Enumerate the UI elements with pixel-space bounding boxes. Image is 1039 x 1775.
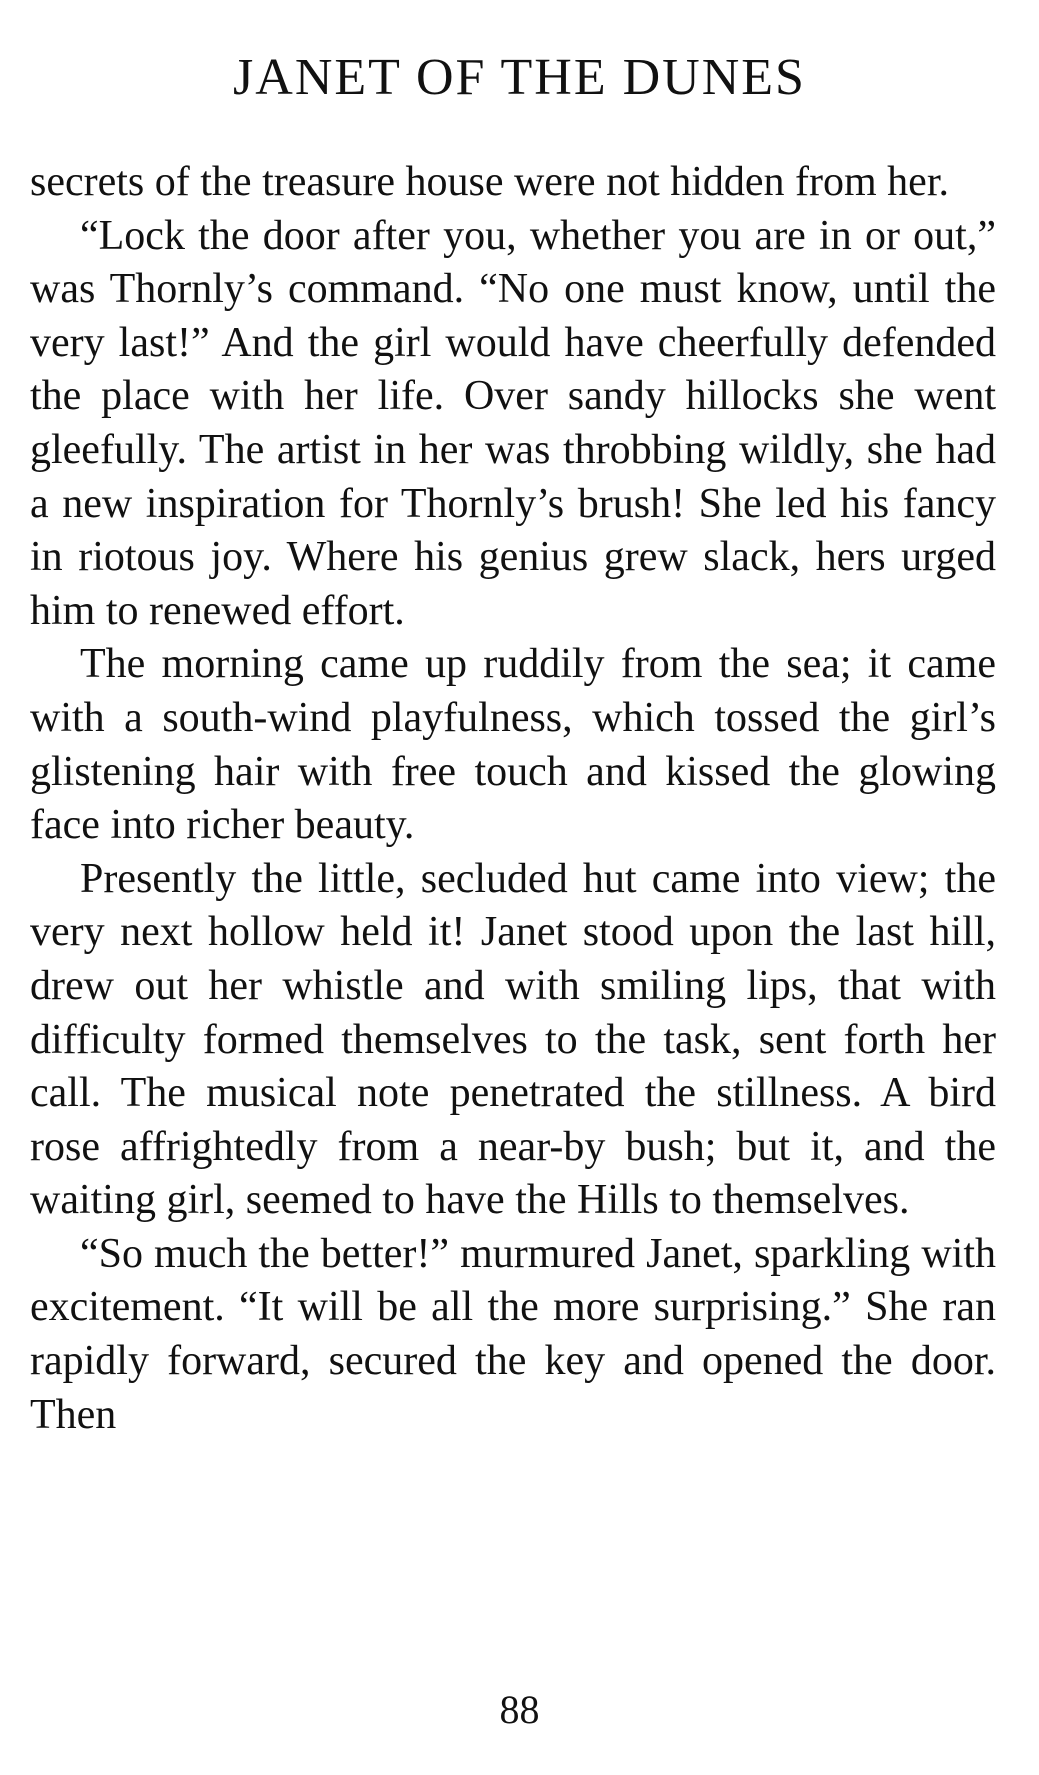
paragraph: Presently the little, secluded hut came into view; the very next hollow held it! Janet stood upon the last hill, drew out her whistle and with smiling lips, that with difficulty formed themselves to the task, sent forth her call. The musical note penetrated the stillness. A bird rose affrightedly from a near-by bush; but it, and the waiting girl, seemed to have the Hills to themselves. [30,855,996,1224]
running-head: JANET OF THE DUNES [233,49,806,106]
paragraph: “Lock the door after you, whether you are in or out,” was Thornly’s command. “No one must know, until the very last!” And the girl would have cheerfully defended the place with her life. Over sandy hillocks she went gleefully. The artist in her was throbbing wildly, she had a new inspiration for Thornly’s brush! She led his fancy in riotous joy. Where his genius grew slack, hers urged him to renewed effort. [30,212,996,634]
page-number: 88 [499,1687,540,1732]
paragraph: The morning came up ruddily from the sea; it came with a south-wind playfulness, which tossed the girl’s glistening hair with free touch and kissed the glowing face into richer beauty. [30,641,996,849]
paragraph: secrets of the treasure house were not hidden from her. [30,159,949,205]
paragraph: “So much the better!” murmured Janet, sparkling with excitement. “It will be all the more surprising.” She ran rapidly forward, secured the key and opened the door. Then [30,1230,996,1438]
body-text [30,156,996,1442]
